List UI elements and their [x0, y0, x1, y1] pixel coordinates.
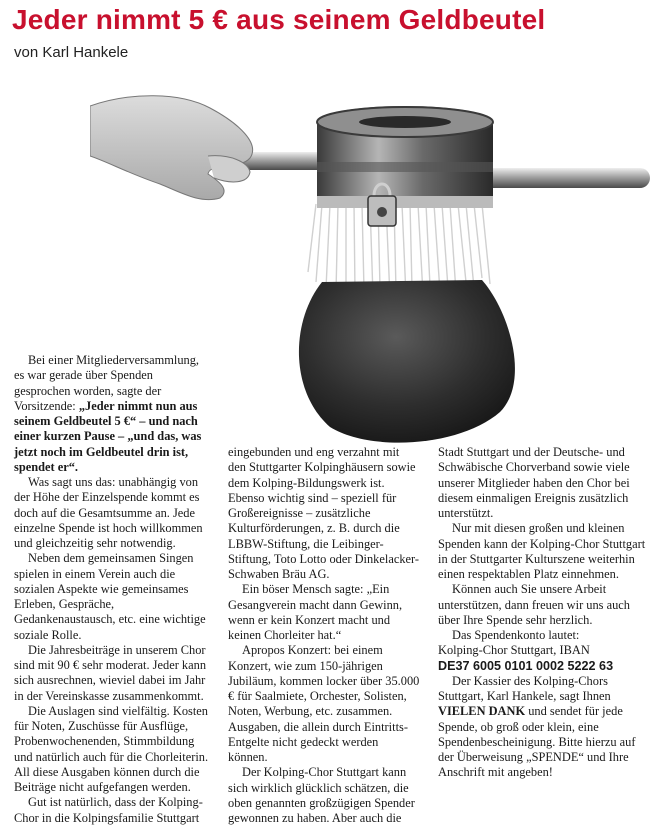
hand-icon — [90, 96, 253, 200]
paragraph-14: Das Spendenkonto lautet: — [452, 628, 580, 642]
article-byline: von Karl Hankele — [14, 44, 129, 61]
paragraph-15: Der Kassier des Kolping-Chors Stuttgart, Karl Hankele, sagt Ihnen VIELEN DANK und sendet für jede Spende, ob groß oder klein, eine Spendenbescheinigung. Bitte hierzu auf der Überweisung „SPENDE“ und Ihre Anschrift mit angeben! — [438, 673, 636, 780]
paragraph-9: Apropos Konzert: bei einem Konzert, wie zum 150-jährigen Jubiläum, kommen locker über 35.000 € für Saalmiete, Orchester, Solisten, Noten, Werbung, etc. zusammen. Ausgaben, die allein durch Eintritts-Entgelte nicht gedeckt werden können. — [228, 643, 420, 764]
paragraph-3: Neben dem gemeinsamen Singen spielen in einem Verein auch die sozialen Aspekte wie gemeinsames Erleben, Gespräche, Gedankenaustausch, etc. eine wichtige soziale Rolle. — [14, 551, 206, 642]
purse-bag — [299, 280, 515, 443]
paragraph-13: Können auch Sie unsere Arbeit unterstützen, dann freuen wir uns auch über Ihre Spende sehr herzlich. — [438, 582, 630, 627]
paragraph-10: Der Kolping-Chor Stuttgart kann sich wirklich glücklich schätzen, die oben genannten großzügigen Spender gewonnen zu haben. Aber auch die — [228, 765, 415, 825]
article-column-2 — [228, 445, 420, 826]
iban-number: DE37 6005 0101 0002 5222 63 — [438, 658, 614, 673]
article-column-3 — [438, 445, 654, 781]
paragraph-2: Was sagt uns das: unabhängig von der Höhe der Einzelspende kommt es doch auf die Gesamtsumme an. Jede einzelne Spende ist hoch willkommen und gleichzeitig sehr notwendig. — [14, 475, 203, 550]
paragraph-6: Gut ist natürlich, dass der Kolping-Chor in die Kolpingsfamilie Stuttgart — [14, 795, 203, 825]
article-column-1 — [14, 353, 210, 826]
paragraph-12: Nur mit diesen großen und kleinen Spenden kann der Kolping-Chor Stuttgart in der Stuttgarter Kulturszene weiterhin einen respektablen Platz einnehmen. — [438, 521, 646, 581]
paragraph-5: Die Auslagen sind vielfältig. Kosten für Noten, Zuschüsse für Ausflüge, Probenwochenenden, Stimmbildung und natürlich auch für die Chorleiterin. All diese Ausgaben können durch die Beiträge nicht aufgefangen werden. — [14, 703, 209, 794]
quote-bold: „Jeder nimmt nun aus seinem Geldbeutel 5 €“ – und nach einer kurzen Pause – „und das, was jetzt noch im Geldbeutel drin ist, spendet er“. — [14, 398, 202, 474]
paragraph-7: eingebunden und eng verzahnt mit den Stuttgarter Kolpinghäusern sowie dem Kolping-Bildungswerk ist. Ebenso wichtig sind – speziell für Großereignisse – zusätzliche Kulturförderungen, z. B. durch die LBBW-Stiftung, die Leibinger-Stiftung, Toto Lotto oder Dinkelacker-Schwaben Bräu AG. — [228, 445, 420, 581]
article-title: Jeder nimmt 5 € aus seinem Geldbeutel — [12, 4, 546, 35]
thanks-bold: VIELEN DANK — [438, 704, 526, 719]
paragraph-1: Bei einer Mitgliederversammlung, es war gerade über Spenden gesprochen worden, sagte der Vorsitzende: „Jeder nimmt nun aus seinem Geldbeutel 5 €“ – und nach einer kurzen Pause – „und das, was jetzt noch im Geldbeutel drin ist, spendet er“. — [14, 353, 202, 474]
account-holder: Kolping-Chor Stuttgart, IBAN — [438, 643, 590, 658]
paragraph-8: Ein böser Mensch sagte: „Ein Gesangverein macht dann Gewinn, wenn er kein Konzert macht und keinen Chorleiter hat.“ — [228, 582, 403, 642]
paragraph-4: Die Jahresbeiträge in unserem Chor sind mit 90 € sehr moderat. Jeder kann sich ausrechnen, wieviel dabei im Jahr in der Vereinskasse zusammenkommt. — [14, 642, 207, 703]
paragraph-11: Stadt Stuttgart und der Deutsche- und Schwäbische Chorverband sowie viele unserer Mitglieder haben den Chor bei diesem einmaligen Ereignis zusätzlich unterstützt. — [438, 445, 630, 520]
